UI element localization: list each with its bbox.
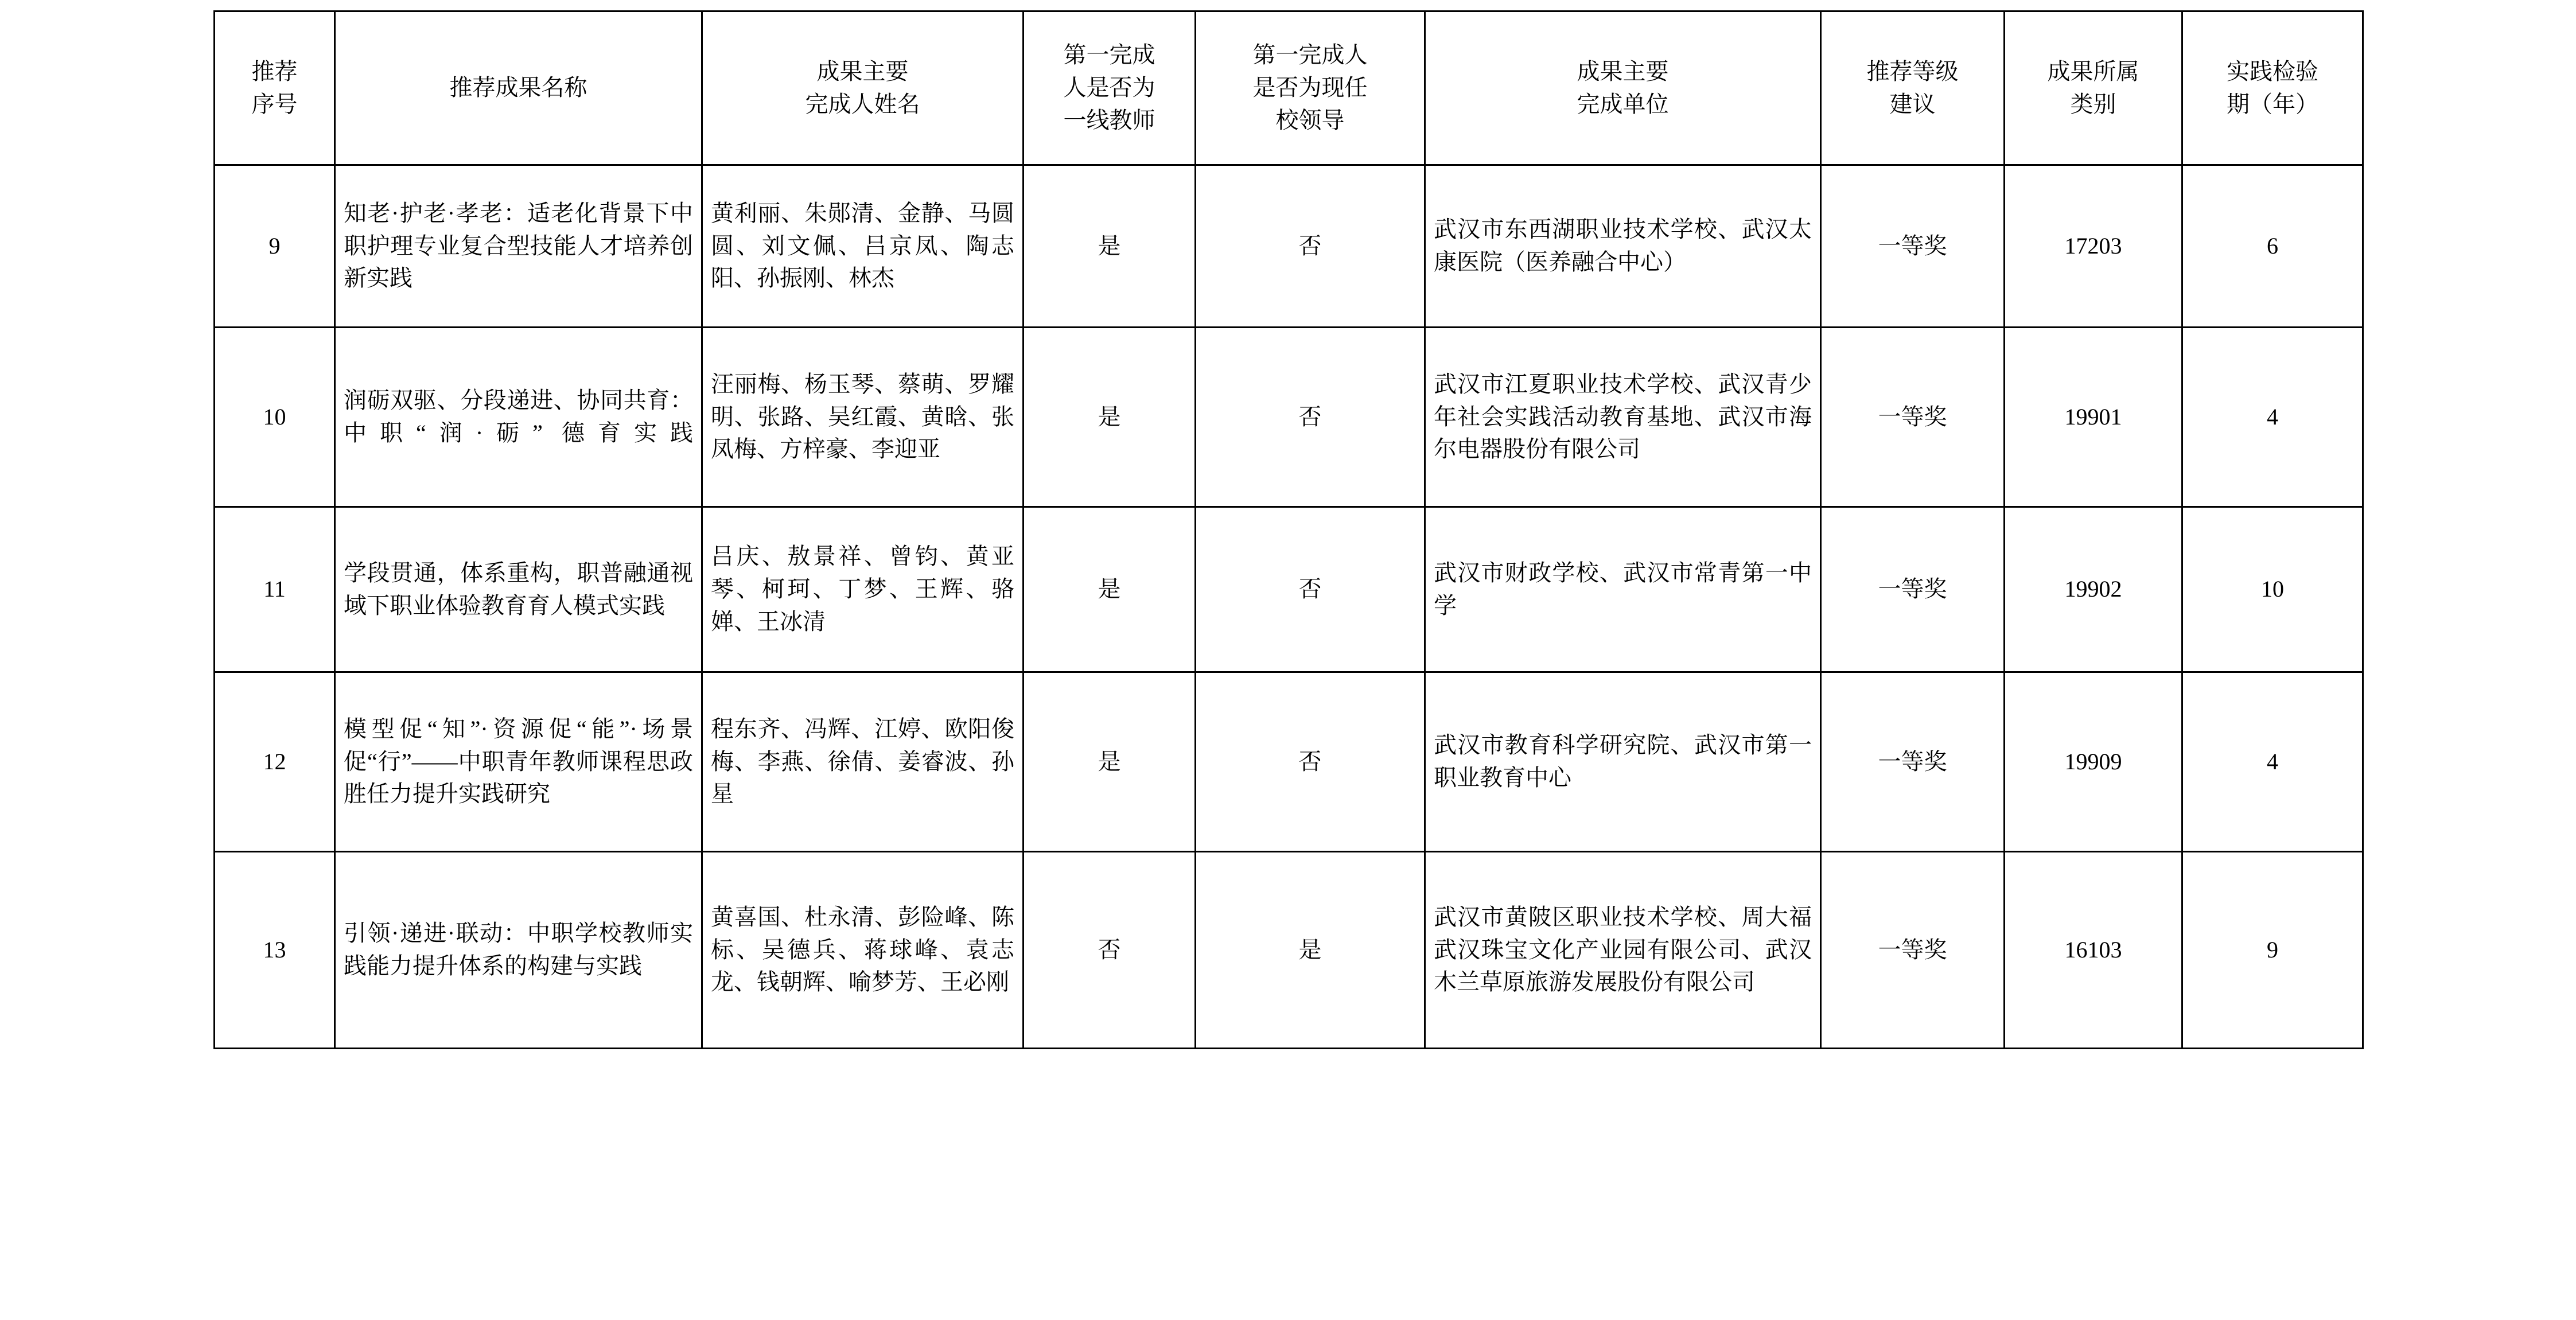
column-header-school-leader: 第一完成人 是否为现任 校领导 xyxy=(1196,11,1425,165)
cell-people: 吕庆、敖景祥、曾钧、黄亚琴、柯珂、丁梦、王辉、骆婵、王冰清 xyxy=(702,507,1024,672)
cell-school-leader: 否 xyxy=(1196,672,1425,852)
table-row xyxy=(215,672,2363,852)
cell-sequence: 11 xyxy=(215,507,335,672)
cell-category: 19909 xyxy=(2005,672,2182,852)
cell-title: 润砺双驱、分段递进、协同共育：中职“润·砺” 德育实践 xyxy=(335,328,702,507)
cell-people: 黄喜国、杜永清、彭险峰、陈 标、吴德兵、蒋球峰、袁志龙、钱朝辉、喻梦芳、王必刚 xyxy=(702,852,1024,1049)
cell-practice-years: 6 xyxy=(2182,165,2363,328)
column-header-people: 成果主要 完成人姓名 xyxy=(702,11,1024,165)
cell-frontline-teacher: 是 xyxy=(1024,165,1196,328)
column-header-grade: 推荐等级 建议 xyxy=(1821,11,2005,165)
cell-school-leader: 否 xyxy=(1196,507,1425,672)
cell-frontline-teacher: 是 xyxy=(1024,507,1196,672)
cell-grade: 一等奖 xyxy=(1821,328,2005,507)
cell-school-leader: 是 xyxy=(1196,852,1425,1049)
cell-title: 学段贯通，体系重构，职普融通视域下职业体验教育育人模式实践 xyxy=(335,507,702,672)
cell-category: 19902 xyxy=(2005,507,2182,672)
cell-grade: 一等奖 xyxy=(1821,852,2005,1049)
cell-category: 16103 xyxy=(2005,852,2182,1049)
cell-grade: 一等奖 xyxy=(1821,672,2005,852)
table-body xyxy=(215,165,2363,1049)
cell-practice-years: 4 xyxy=(2182,672,2363,852)
cell-title: 知老·护老·孝老：适老化背景下中职护理专业复合型技能人才培养创新实践 xyxy=(335,165,702,328)
cell-unit: 武汉市财政学校、武汉市常青第一中学 xyxy=(1425,507,1821,672)
cell-practice-years: 10 xyxy=(2182,507,2363,672)
table-row xyxy=(215,328,2363,507)
column-header-unit: 成果主要 完成单位 xyxy=(1425,11,1821,165)
column-header-frontline-teacher: 第一完成 人是否为 一线教师 xyxy=(1024,11,1196,165)
cell-sequence: 12 xyxy=(215,672,335,852)
column-header-title: 推荐成果名称 xyxy=(335,11,702,165)
cell-practice-years: 9 xyxy=(2182,852,2363,1049)
cell-title: 模型促“知”·资源促“能”·场景促“行”——中职青年教师课程思政胜任力提升实践研究 xyxy=(335,672,702,852)
table-header-row xyxy=(215,11,2363,165)
cell-frontline-teacher: 是 xyxy=(1024,672,1196,852)
table-row xyxy=(215,507,2363,672)
cell-sequence: 13 xyxy=(215,852,335,1049)
cell-unit: 武汉市江夏职业技术学校、武汉青少年社会实践活动教育基地、武汉市海尔电器股份有限公司 xyxy=(1425,328,1821,507)
cell-sequence: 10 xyxy=(215,328,335,507)
cell-category: 17203 xyxy=(2005,165,2182,328)
table-header xyxy=(215,11,2363,165)
cell-practice-years: 4 xyxy=(2182,328,2363,507)
cell-school-leader: 否 xyxy=(1196,328,1425,507)
cell-grade: 一等奖 xyxy=(1821,165,2005,328)
column-header-sequence: 推荐 序号 xyxy=(215,11,335,165)
cell-unit: 武汉市教育科学研究院、武汉市第一职业教育中心 xyxy=(1425,672,1821,852)
cell-people: 程东齐、冯辉、江婷、欧阳俊梅、李燕、徐倩、姜睿波、孙星 xyxy=(702,672,1024,852)
cell-frontline-teacher: 是 xyxy=(1024,328,1196,507)
recommendation-results-table xyxy=(213,10,2364,1049)
cell-category: 19901 xyxy=(2005,328,2182,507)
cell-sequence: 9 xyxy=(215,165,335,328)
cell-title: 引领·递进·联动：中职学校教师实践能力提升体系的构建与实践 xyxy=(335,852,702,1049)
column-header-practice-years: 实践检验 期（年） xyxy=(2182,11,2363,165)
cell-grade: 一等奖 xyxy=(1821,507,2005,672)
cell-people: 汪丽梅、杨玉琴、蔡萌、罗耀明、张路、吴红霞、黄晗、张凤梅、方梓豪、李迎亚 xyxy=(702,328,1024,507)
table-row xyxy=(215,165,2363,328)
cell-school-leader: 否 xyxy=(1196,165,1425,328)
cell-unit: 武汉市黄陂区职业技术学校、周大福武汉珠宝文化产业园有限公司、武汉木兰草原旅游发展股份有限公司 xyxy=(1425,852,1821,1049)
cell-unit: 武汉市东西湖职业技术学校、武汉太康医院（医养融合中心） xyxy=(1425,165,1821,328)
column-header-category: 成果所属 类别 xyxy=(2005,11,2182,165)
table-row xyxy=(215,852,2363,1049)
cell-frontline-teacher: 否 xyxy=(1024,852,1196,1049)
cell-people: 黄利丽、朱郧清、金静、马圆圆、刘文佩、吕京凤、陶志阳、孙振刚、林杰 xyxy=(702,165,1024,328)
